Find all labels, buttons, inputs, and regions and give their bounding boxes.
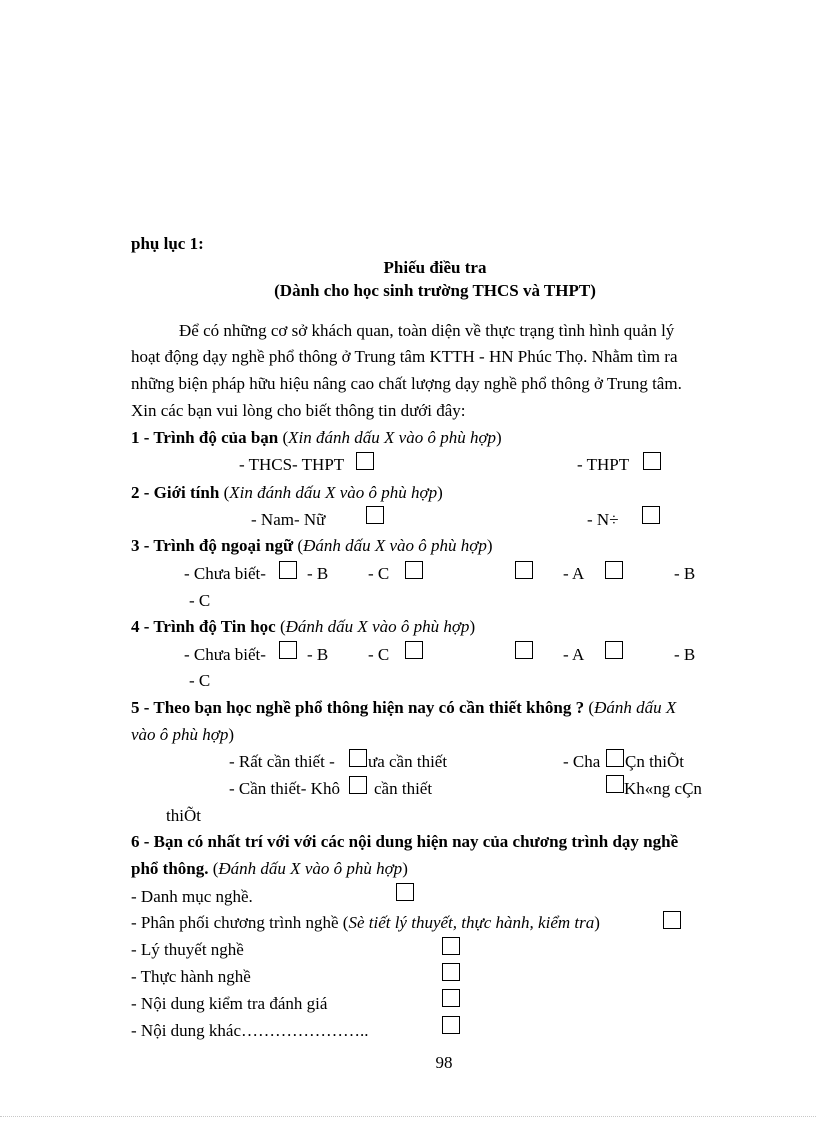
q4-option-b: - B xyxy=(307,645,329,664)
q5-checkbox-4[interactable] xyxy=(606,775,624,793)
intro-line-4: Xin các bạn vui lòng cho biết thông tin dưới đây: xyxy=(131,401,466,420)
q3-title: Trình độ ngoại ngữ xyxy=(153,536,294,555)
q5-checkbox-1[interactable] xyxy=(349,749,367,767)
q6-checkbox-assessment[interactable] xyxy=(442,989,460,1007)
q1-checkbox-thpt[interactable] xyxy=(643,452,661,470)
q3-heading: 3 - Trình độ ngoại ngữ (Đánh dấu X vào ô phù hợp) xyxy=(131,536,493,555)
q6-checkbox-distribution[interactable] xyxy=(663,911,681,929)
q1-heading: 1 - Trình độ của bạn (Xin đánh dấu X vào ô phù hợp) xyxy=(131,428,502,447)
q5-title: Theo bạn học nghề phổ thông hiện nay có cần thiết không ? xyxy=(153,698,585,717)
q4-checkbox-none[interactable] xyxy=(279,641,297,659)
q5-instruction-a: Đánh dấu X xyxy=(594,698,677,717)
page-number: 98 xyxy=(435,1053,453,1072)
q5-heading: 5 - Theo bạn học nghề phổ thông hiện nay có cần thiết không ? (Đánh dấu X xyxy=(131,698,677,717)
q1-checkbox-thcs[interactable] xyxy=(356,452,374,470)
q6-item-distribution-label: - Phân phối chương trình nghề ( xyxy=(131,913,349,932)
q3-checkbox-extra[interactable] xyxy=(515,561,533,579)
q5-option-not-yet: - Cha xyxy=(563,752,601,771)
q6-title: Bạn có nhất trí với với các nội dung hiện nay của chương trình dạy nghề xyxy=(153,832,679,851)
q4-checkbox-a[interactable] xyxy=(605,641,623,659)
intro-line-3: những biện pháp hữu hiệu nâng cao chất lượng dạy nghề phổ thông ở Trung tâm. xyxy=(131,374,682,393)
q3-option-b: - B xyxy=(307,564,329,583)
page-title: Phiếu điều tra xyxy=(383,258,487,277)
q6-item-list: - Danh mục nghề. xyxy=(131,887,253,906)
q1-instruction: Xin đánh dấu X vào ô phù hợp xyxy=(288,428,497,447)
q6-heading xyxy=(131,832,678,852)
q5-heading-cont: vào ô phù hợp) xyxy=(131,725,235,744)
q3-option-c: - C xyxy=(368,564,390,583)
q4-option-c2: - C xyxy=(189,671,211,690)
q6-checkbox-other[interactable] xyxy=(442,1016,460,1034)
q6-item-theory: - Lý thuyết nghề xyxy=(131,940,244,959)
q5-checkbox-2[interactable] xyxy=(606,749,624,767)
q3-option-a: - A xyxy=(563,564,585,583)
q5-instruction-b: vào ô phù hợp xyxy=(131,725,229,744)
q5-checkbox-3[interactable] xyxy=(349,776,367,794)
q4-option-c: - C xyxy=(368,645,390,664)
q4-number: 4 - xyxy=(131,617,154,636)
q3-option-b2: - B xyxy=(674,564,696,583)
q4-option-b2: - B xyxy=(674,645,696,664)
q2-number: 2 - xyxy=(131,483,154,502)
q5-option-necessary: - Cần thiết- Khô xyxy=(229,779,340,798)
q1-option-thpt: - THPT xyxy=(577,455,630,474)
q5-option-not-yet-b: Çn thiÕt xyxy=(625,752,685,771)
q3-instruction: Đánh dấu X vào ô phù hợp xyxy=(303,536,487,555)
q5-option-very-necessary: - Rất cần thiết - xyxy=(229,752,335,771)
q3-checkbox-none[interactable] xyxy=(279,561,297,579)
q2-option-male: - Nam- Nữ xyxy=(251,510,326,529)
q4-option-a: - A xyxy=(563,645,585,664)
q4-checkbox-c[interactable] xyxy=(405,641,423,659)
appendix-label: phụ lục 1: xyxy=(131,234,204,253)
intro-line-1: Để có những cơ sở khách quan, toàn diện về thực trạng tình hình quản lý xyxy=(179,321,675,340)
q2-instruction: Xin đánh dấu X vào ô phù hợp xyxy=(229,483,438,502)
q3-option-c2: - C xyxy=(189,591,211,610)
q6-title-cont: phổ thông. xyxy=(131,859,209,878)
q6-instruction: Đánh dấu X vào ô phù hợp xyxy=(218,859,403,878)
q1-title: Trình độ của bạn xyxy=(153,428,279,447)
q4-instruction: Đánh dấu X vào ô phù hợp xyxy=(285,617,470,636)
q6-item-practice: - Thực hành nghề xyxy=(131,967,251,986)
q3-checkbox-c[interactable] xyxy=(405,561,423,579)
q6-item-distribution-close: ) xyxy=(594,913,600,932)
q5-number: 5 - xyxy=(131,698,154,717)
q6-checkbox-practice[interactable] xyxy=(442,963,460,981)
q3-number: 3 - xyxy=(131,536,154,555)
q5-option-unnecessary-b: thiÕt xyxy=(166,806,201,825)
q4-option-none: - Chưa biết- xyxy=(184,645,266,664)
q4-title: Trình độ Tin học xyxy=(153,617,276,636)
q6-heading-cont: phổ thông. (Đánh dấu X vào ô phù hợp) xyxy=(131,859,408,878)
q5-option-unnecessary: Kh«ng cÇn xyxy=(624,779,702,798)
q2-title: Giới tính xyxy=(153,483,220,502)
q2-checkbox-male[interactable] xyxy=(366,506,384,524)
q5-option-not-very: ưa cần thiết xyxy=(368,752,448,771)
q3-option-none: - Chưa biết- xyxy=(184,564,266,583)
q6-number: 6 - xyxy=(131,832,154,851)
q5-option-not-necessary: cần thiết xyxy=(374,779,433,798)
q6-item-assessment: - Nội dung kiểm tra đánh giá xyxy=(131,994,328,1013)
q4-heading: 4 - Trình độ Tin học (Đánh dấu X vào ô phù hợp) xyxy=(131,617,476,636)
q4-checkbox-extra[interactable] xyxy=(515,641,533,659)
q2-heading: 2 - Giới tính (Xin đánh dấu X vào ô phù hợp) xyxy=(131,483,443,502)
q6-item-distribution xyxy=(131,913,600,933)
q1-number: 1 - xyxy=(131,428,154,447)
page-subtitle: (Dành cho học sinh trường THCS và THPT) xyxy=(274,281,596,300)
q2-checkbox-female[interactable] xyxy=(642,506,660,524)
q2-option-female: - N÷ xyxy=(587,510,619,529)
q3-checkbox-a[interactable] xyxy=(605,561,623,579)
q6-item-other: - Nội dung khác………………….. xyxy=(131,1021,369,1040)
q6-item-distribution-detail: Sè tiết lý thuyết, thực hành, kiểm tra xyxy=(348,913,595,932)
q6-checkbox-list[interactable] xyxy=(396,883,414,901)
q1-option-thcs: - THCS- THPT xyxy=(239,455,345,474)
intro-line-2: hoạt động dạy nghề phổ thông ở Trung tâm KTTH - HN Phúc Thọ. Nhằm tìm ra xyxy=(131,347,678,366)
q6-checkbox-theory[interactable] xyxy=(442,937,460,955)
page-bottom-divider xyxy=(0,1116,816,1117)
